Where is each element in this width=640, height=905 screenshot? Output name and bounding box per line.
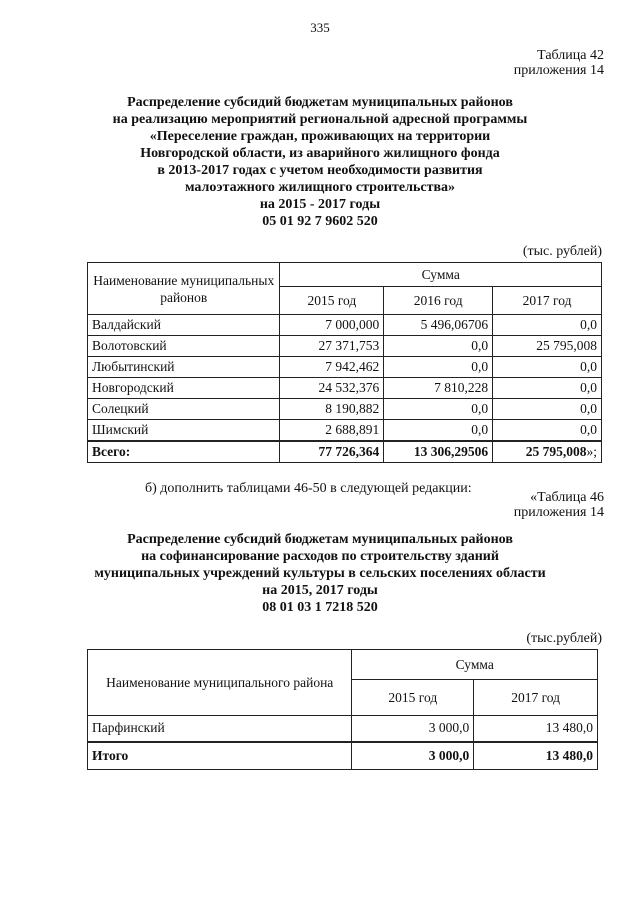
row-name: Любытинский	[88, 357, 280, 378]
title-line: 05 01 92 7 9602 520	[262, 214, 378, 229]
table42-title	[60, 94, 580, 230]
table42-note	[514, 48, 604, 78]
closing-quote: »;	[586, 444, 597, 459]
cell-2016: 0,0	[384, 420, 493, 442]
amendment-paragraph: б) дополнить таблицами 46-50 в следующей редакции:	[145, 481, 472, 496]
title-line: Распределение субсидий бюджетам муниципальных районов	[127, 532, 513, 547]
table-row	[88, 336, 602, 357]
row-name: Волотовский	[88, 336, 280, 357]
header-year: 2015 год	[352, 680, 474, 716]
table-row	[88, 420, 602, 442]
header-name: Наименование муниципального района	[88, 650, 352, 716]
table42-note-line: Таблица 42	[537, 48, 604, 63]
cell-2015: 8 190,882	[280, 399, 384, 420]
title-line: 08 01 03 1 7218 520	[262, 600, 378, 615]
cell-2017: 0,0	[493, 357, 602, 378]
title-line: малоэтажного жилищного строительства»	[184, 180, 456, 195]
cell-2016: 7 810,228	[384, 378, 493, 399]
table46-note	[514, 490, 604, 520]
header-year: 2015 год	[280, 287, 384, 315]
total-2017-value: 25 795,008	[525, 444, 587, 459]
total-label: Итого	[88, 742, 352, 770]
header-sum: Сумма	[352, 650, 598, 680]
table-row	[88, 716, 598, 742]
cell-2017: 0,0	[493, 399, 602, 420]
title-line: в 2013-2017 годах с учетом необходимости развития	[157, 163, 483, 178]
row-name: Валдайский	[88, 315, 280, 336]
table42-units: (тыс. рублей)	[522, 244, 602, 259]
row-name: Новгородский	[88, 378, 280, 399]
cell-2016: 0,0	[384, 336, 493, 357]
table-row	[88, 378, 602, 399]
cell-2017: 0,0	[493, 315, 602, 336]
table42	[87, 262, 602, 463]
page-number: 335	[310, 20, 330, 35]
total-label: Всего:	[88, 441, 280, 463]
cell-2017: 0,0	[493, 378, 602, 399]
total-row	[88, 441, 602, 463]
table-row	[88, 357, 602, 378]
row-name: Шимский	[88, 420, 280, 442]
title-line: на софинансирование расходов по строительству зданий	[141, 549, 499, 564]
table46	[87, 649, 598, 770]
cell-2015: 2 688,891	[280, 420, 384, 442]
table46-title	[60, 531, 580, 616]
header-name: Наименование муниципальных районов	[88, 263, 280, 315]
table46-note-line: приложения 14	[513, 505, 604, 520]
title-line: Новгородской области, из аварийного жилищного фонда	[140, 146, 500, 161]
cell-2017: 13 480,0	[474, 716, 598, 742]
title-line: на 2015, 2017 годы	[262, 583, 378, 598]
total-2015: 77 726,364	[280, 441, 384, 463]
total-2016: 13 306,29506	[384, 441, 493, 463]
header-year: 2016 год	[384, 287, 493, 315]
cell-2016: 0,0	[384, 357, 493, 378]
cell-2017: 25 795,008	[493, 336, 602, 357]
row-name: Солецкий	[88, 399, 280, 420]
table-row	[88, 399, 602, 420]
cell-2015: 7 942,462	[280, 357, 384, 378]
cell-2016: 0,0	[384, 399, 493, 420]
cell-2016: 5 496,06706	[384, 315, 493, 336]
header-year: 2017 год	[493, 287, 602, 315]
cell-2015: 24 532,376	[280, 378, 384, 399]
title-line: Распределение субсидий бюджетам муниципальных районов	[127, 95, 513, 110]
table46-note-line: «Таблица 46	[530, 490, 604, 505]
row-name: Парфинский	[88, 716, 352, 742]
title-line: «Переселение граждан, проживающих на территории	[149, 129, 491, 144]
total-2017: 13 480,0	[474, 742, 598, 770]
table42-note-line: приложения 14	[513, 63, 604, 78]
header-year: 2017 год	[474, 680, 598, 716]
table-row	[88, 315, 602, 336]
cell-2017: 0,0	[493, 420, 602, 442]
total-2017	[493, 441, 602, 463]
cell-2015: 27 371,753	[280, 336, 384, 357]
cell-2015: 3 000,0	[352, 716, 474, 742]
title-line: на реализацию мероприятий региональной адресной программы	[112, 112, 528, 127]
total-row	[88, 742, 598, 770]
title-line: на 2015 - 2017 годы	[259, 197, 381, 212]
header-sum: Сумма	[280, 263, 602, 287]
title-line: муниципальных учреждений культуры в сельских поселениях области	[94, 566, 546, 581]
table46-units: (тыс.рублей)	[526, 631, 602, 646]
total-2015: 3 000,0	[352, 742, 474, 770]
cell-2015: 7 000,000	[280, 315, 384, 336]
